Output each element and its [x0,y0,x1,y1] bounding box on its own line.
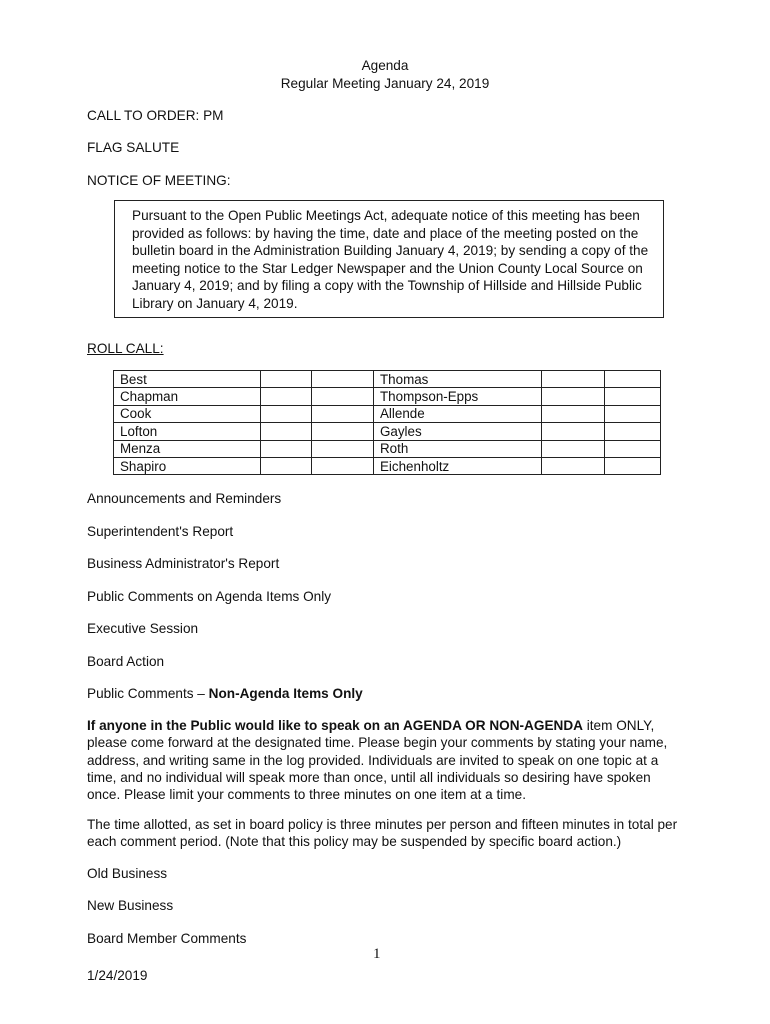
table-row [114,405,661,422]
member-name: Cook [114,405,261,422]
item-executive-session: Executive Session [87,621,199,636]
agenda-title: Agenda [361,58,409,73]
member-name: Allende [374,405,542,422]
table-row [114,440,661,457]
item-board-member-comments: Board Member Comments [87,931,247,946]
time-allotted: The time allotted, as set in board policy is three minutes per person and fifteen minutes in total per each comment period. (Note that this policy may be suspended by specific board action.) [87,817,678,850]
instructions-bold: If anyone in the Public would like to speak on an AGENDA OR NON-AGENDA [87,718,583,733]
vote-cell [312,388,374,405]
vote-cell [261,457,312,474]
vote-cell [605,440,661,457]
member-name: Lofton [114,423,261,440]
item-old-business: Old Business [87,866,168,881]
call-to-order: CALL TO ORDER: PM [87,108,224,123]
member-name: Gayles [374,423,542,440]
vote-cell [312,371,374,388]
item-public-comments-agenda: Public Comments on Agenda Items Only [87,589,332,604]
vote-cell [542,440,605,457]
vote-cell [261,388,312,405]
item-business-admin-report: Business Administrator's Report [87,556,280,571]
member-name: Chapman [114,388,261,405]
item-announcements: Announcements and Reminders [87,491,282,506]
member-name: Menza [114,440,261,457]
notice-text: Pursuant to the Open Public Meetings Act, adequate notice of this meeting has been provided as follows: by having the time, date and place of the meeting posted on the bulletin board in the Administration Building January 4, 2019; by sending a copy of the meeting notice to the Star Ledger Newspaper and the Union County Local Source on January 4, 2019; and by filing a copy with the Township of Hillside and Hillside Public Library on January 4, 2019. [132,208,649,311]
vote-cell [312,440,374,457]
vote-cell [261,405,312,422]
vote-cell [542,371,605,388]
item-board-action: Board Action [87,654,165,669]
member-name: Roth [374,440,542,457]
member-name: Eichenholtz [374,457,542,474]
footer-date: 1/24/2019 [87,968,148,983]
vote-cell [605,457,661,474]
member-name: Shapiro [114,457,261,474]
table-row [114,388,661,405]
vote-cell [542,388,605,405]
vote-cell [542,405,605,422]
item-public-comments-non-agenda [87,686,363,701]
vote-cell [542,423,605,440]
vote-cell [312,423,374,440]
table-row [114,457,661,474]
member-name: Best [114,371,261,388]
vote-cell [605,405,661,422]
item-prefix: Public Comments – [87,686,209,701]
item-emphasis: Non-Agenda Items Only [208,686,363,701]
item-new-business: New Business [87,898,174,913]
roll-call-heading: ROLL CALL: [87,341,164,356]
member-name: Thompson-Epps [374,388,542,405]
vote-cell [542,457,605,474]
item-superintendent-report: Superintendent's Report [87,524,234,539]
vote-cell [605,388,661,405]
flag-salute: FLAG SALUTE [87,140,180,155]
vote-cell [605,423,661,440]
notice-box [114,200,664,318]
member-name: Thomas [374,371,542,388]
notice-heading: NOTICE OF MEETING: [87,173,231,188]
public-instructions [87,717,687,803]
vote-cell [312,405,374,422]
roll-call-table [113,370,661,475]
vote-cell [312,457,374,474]
vote-cell [261,423,312,440]
table-row [114,423,661,440]
table-row [114,371,661,388]
vote-cell [261,371,312,388]
meeting-subtitle: Regular Meeting January 24, 2019 [280,76,490,91]
instructions-rest: item ONLY, please come forward at the designated time. Please begin your comments by stating your name, address, and writing same in the log provided. Individuals are invited to speak on one topic at a time, and no individual will speak more than once, until all individuals so desiring have spoken once. Please limit your comments to three minutes on one item at a time. [87,718,668,803]
page-number: 1 [373,946,381,962]
vote-cell [605,371,661,388]
vote-cell [261,440,312,457]
